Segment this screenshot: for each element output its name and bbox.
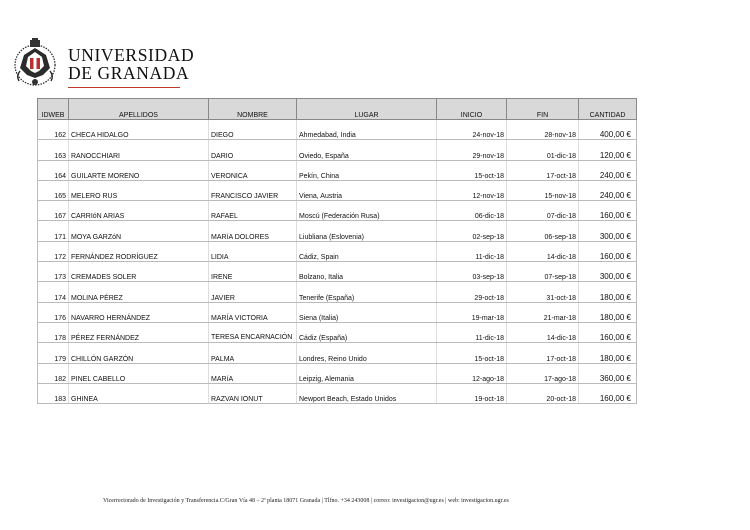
table-row [38, 363, 637, 383]
column-header-idweb: IDWEB [38, 99, 69, 120]
university-name-line2: DE GRANADA [68, 63, 190, 83]
cell-idweb: 183 [38, 383, 69, 403]
column-header-nombre: NOMBRE [209, 99, 297, 120]
cell-lugar: Viena, Austria [297, 180, 437, 200]
cell-cantidad: 160,00 € [579, 241, 637, 261]
cell-idweb: 165 [38, 180, 69, 200]
cell-apellidos: MOLINA PÉREZ [69, 282, 209, 302]
cell-idweb: 172 [38, 241, 69, 261]
cell-apellidos: RANOCCHIARI [69, 140, 209, 160]
cell-lugar: Ahmedabad, India [297, 120, 437, 140]
table-row [38, 120, 637, 140]
column-header-fin: FIN [507, 99, 579, 120]
university-name [68, 46, 194, 82]
cell-idweb: 171 [38, 221, 69, 241]
cell-apellidos: NAVARRO HERNÁNDEZ [69, 302, 209, 322]
table-row [38, 221, 637, 241]
cell-lugar: Londres, Reino Unido [297, 343, 437, 363]
cell-cantidad: 120,00 € [579, 140, 637, 160]
cell-apellidos: FERNÁNDEZ RODRÍGUEZ [69, 241, 209, 261]
cell-inicio: 02-sep-18 [437, 221, 507, 241]
cell-inicio: 15-oct-18 [437, 160, 507, 180]
column-header-cantidad: CANTIDAD [579, 99, 637, 120]
cell-lugar: Oviedo, España [297, 140, 437, 160]
cell-idweb: 176 [38, 302, 69, 322]
cell-nombre: DARIO [209, 140, 297, 160]
cell-fin: 31-oct-18 [507, 282, 579, 302]
cell-apellidos: CHECA HIDALGO [69, 120, 209, 140]
cell-lugar: Moscú (Federación Rusa) [297, 201, 437, 221]
cell-idweb: 179 [38, 343, 69, 363]
table-row [38, 160, 637, 180]
cell-fin: 20-oct-18 [507, 383, 579, 403]
cell-apellidos: MOYA GARZóN [69, 221, 209, 241]
column-header-apellidos: APELLIDOS [69, 99, 209, 120]
cell-idweb: 174 [38, 282, 69, 302]
cell-idweb: 178 [38, 322, 69, 342]
table-row [38, 262, 637, 282]
table-row [38, 282, 637, 302]
cell-nombre: VERONICA [209, 160, 297, 180]
cell-fin: 17-oct-18 [507, 160, 579, 180]
cell-apellidos: CREMADES SOLER [69, 262, 209, 282]
cell-nombre: IRENE [209, 262, 297, 282]
table-row [38, 201, 637, 221]
cell-nombre: RAZVAN IONUT [209, 383, 297, 403]
table-row [38, 180, 637, 200]
university-logo [10, 38, 195, 90]
cell-cantidad: 240,00 € [579, 160, 637, 180]
cell-cantidad: 160,00 € [579, 201, 637, 221]
cell-idweb: 163 [38, 140, 69, 160]
cell-inicio: 12-nov-18 [437, 180, 507, 200]
cell-nombre: RAFAEL [209, 201, 297, 221]
cell-inicio: 19-oct-18 [437, 383, 507, 403]
cell-inicio: 19-mar-18 [437, 302, 507, 322]
column-header-lugar: LUGAR [297, 99, 437, 120]
cell-cantidad: 360,00 € [579, 363, 637, 383]
cell-idweb: 164 [38, 160, 69, 180]
cell-fin: 21-mar-18 [507, 302, 579, 322]
cell-lugar: Tenerife (España) [297, 282, 437, 302]
column-header-inicio: INICIO [437, 99, 507, 120]
cell-nombre: DIEGO [209, 120, 297, 140]
cell-fin: 14-dic-18 [507, 322, 579, 342]
cell-fin: 15-nov-18 [507, 180, 579, 200]
cell-nombre: FRANCISCO JAVIER [209, 180, 297, 200]
cell-idweb: 182 [38, 363, 69, 383]
cell-apellidos: PINEL CABELLO [69, 363, 209, 383]
table-row [38, 322, 637, 342]
cell-lugar: Newport Beach, Estado Unidos [297, 383, 437, 403]
cell-cantidad: 180,00 € [579, 282, 637, 302]
cell-idweb: 173 [38, 262, 69, 282]
cell-cantidad: 400,00 € [579, 120, 637, 140]
university-name-line1: UNIVERSIDAD [68, 45, 195, 65]
cell-nombre: PALMA [209, 343, 297, 363]
cell-cantidad: 180,00 € [579, 302, 637, 322]
cell-cantidad: 180,00 € [579, 343, 637, 363]
cell-inicio: 11-dic-18 [437, 322, 507, 342]
cell-lugar: Cádiz (España) [297, 322, 437, 342]
cell-fin: 07-sep-18 [507, 262, 579, 282]
cell-idweb: 162 [38, 120, 69, 140]
cell-idweb: 167 [38, 201, 69, 221]
cell-nombre: JAVIER [209, 282, 297, 302]
university-crest-icon [10, 38, 60, 88]
table-header-row [38, 99, 637, 120]
cell-lugar: Bolzano, Italia [297, 262, 437, 282]
cell-inicio: 06-dic-18 [437, 201, 507, 221]
cell-lugar: Liubliana (Eslovenia) [297, 221, 437, 241]
cell-apellidos: GHINEA [69, 383, 209, 403]
cell-cantidad: 300,00 € [579, 221, 637, 241]
cell-nombre: TERESA ENCARNACIÓN [209, 322, 297, 342]
cell-fin: 06-sep-18 [507, 221, 579, 241]
cell-apellidos: GUILARTE MORENO [69, 160, 209, 180]
cell-nombre: MARíA [209, 363, 297, 383]
cell-inicio: 11-dic-18 [437, 241, 507, 261]
cell-cantidad: 240,00 € [579, 180, 637, 200]
cell-fin: 17-ago-18 [507, 363, 579, 383]
table-row [38, 241, 637, 261]
cell-fin: 14-dic-18 [507, 241, 579, 261]
table-row [38, 302, 637, 322]
table-row [38, 343, 637, 363]
cell-cantidad: 160,00 € [579, 322, 637, 342]
cell-lugar: Siena (Italia) [297, 302, 437, 322]
cell-lugar: Pekín, China [297, 160, 437, 180]
cell-nombre: MARíA DOLORES [209, 221, 297, 241]
cell-inicio: 15-oct-18 [437, 343, 507, 363]
cell-apellidos: CHILLÓN GARZÓN [69, 343, 209, 363]
cell-apellidos: CARRIóN ARIAS [69, 201, 209, 221]
cell-inicio: 03-sep-18 [437, 262, 507, 282]
cell-apellidos: MELERO RUS [69, 180, 209, 200]
cell-inicio: 29-nov-18 [437, 140, 507, 160]
cell-inicio: 12-ago-18 [437, 363, 507, 383]
cell-fin: 01-dic-18 [507, 140, 579, 160]
cell-fin: 28-nov-18 [507, 120, 579, 140]
cell-cantidad: 300,00 € [579, 262, 637, 282]
table-row [38, 140, 637, 160]
cell-lugar: Cádiz, Spain [297, 241, 437, 261]
cell-apellidos: PÉREZ FERNÁNDEZ [69, 322, 209, 342]
cell-fin: 07-dic-18 [507, 201, 579, 221]
cell-nombre: MARÍA VICTORIA [209, 302, 297, 322]
logo-underline [68, 87, 180, 88]
grants-table [37, 98, 637, 404]
cell-lugar: Leipzig, Alemania [297, 363, 437, 383]
cell-cantidad: 160,00 € [579, 383, 637, 403]
table-row [38, 383, 637, 403]
cell-fin: 17-oct-18 [507, 343, 579, 363]
cell-inicio: 29-oct-18 [437, 282, 507, 302]
page-footer: Vicerrectorado de Investigación y Transferencia.C/Gran Vía 48 – 2ª planta 18071 Granada | Tlfno. +34 243008 | correo: investigacion@ugr.es | web: investigacion.ugr.es [103, 498, 509, 504]
cell-inicio: 24-nov-18 [437, 120, 507, 140]
cell-nombre: LIDIA [209, 241, 297, 261]
